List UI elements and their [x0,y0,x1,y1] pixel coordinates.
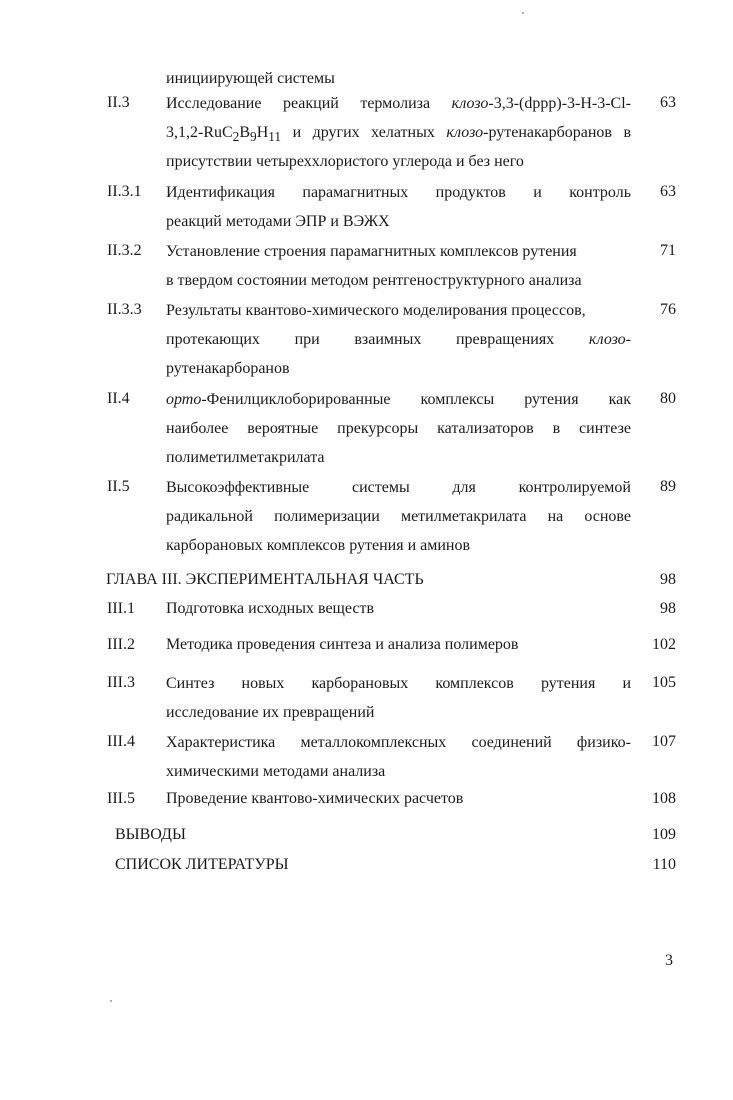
page-number: 102 [652,636,676,653]
page-number: 98 [660,600,676,617]
toc-text: реакций методами ЭПР и ВЭЖХ [166,213,390,230]
scan-speck [522,12,524,14]
toc-text: радикальной полимеризации метилметакрилата на основе [166,508,631,525]
page-number: 76 [660,301,676,318]
toc-text: Методика проведения синтеза и анализа полимеров [166,636,519,653]
toc-text: присутствии четыреххлористого углерода и без него [166,153,524,170]
toc-text: химическими методами анализа [166,763,386,780]
toc-text: орто-Фенилциклоборированные комплексы рутения как [166,391,631,408]
toc-text: Характеристика металлокомплексных соединений физико- [166,734,631,751]
page-number: 98 [660,571,676,588]
page-number: 110 [652,856,676,873]
toc-text: исследование их превращений [166,704,375,721]
toc-text: Проведение квантово-химических расчетов [166,790,464,807]
page-number: 107 [652,733,676,750]
toc-text: СПИСОК ЛИТЕРАТУРЫ [115,856,289,873]
toc-text: ВЫВОДЫ [115,826,186,843]
section-number: II.3.3 [107,301,142,318]
toc-text: инициирующей системы [166,70,335,87]
page-number: 63 [660,183,676,200]
section-number: II.5 [107,478,130,495]
scan-speck [110,1000,112,1002]
section-number: III.4 [107,733,135,750]
toc-text: Подготовка исходных веществ [166,600,375,617]
toc-text: Высокоэффективные системы для контролируемой [166,479,631,496]
footer-page-number: 3 [665,952,673,969]
page-number: 63 [660,94,676,111]
toc-text: полиметилметакрилата [166,449,325,466]
toc-text: рутенакарборанов [166,360,290,377]
page-number: 80 [660,390,676,407]
page-number: 109 [652,826,676,843]
toc-text: карборановых комплексов рутения и аминов [166,537,471,554]
toc-text: Установление строения парамагнитных комплексов рутения [166,243,577,260]
toc-text: Синтез новых карборановых комплексов рутения и [166,675,631,692]
section-number: III.5 [107,790,135,807]
section-number: II.4 [107,390,130,407]
section-number: II.3.2 [107,242,142,259]
page-number: 108 [652,790,676,807]
page-number: 71 [660,242,676,259]
page-number: 105 [652,674,676,691]
toc-text: Исследование реакций термолиза клозо-3,3-(dppp)-3-H-3-Cl- [166,95,631,112]
section-number: III.2 [107,636,135,653]
page-number: 89 [660,478,676,495]
chapter-title: ГЛАВА III. ЭКСПЕРИМЕНТАЛЬНАЯ ЧАСТЬ [106,571,424,588]
toc-text: Результаты квантово-химического моделирования процессов, [166,302,586,319]
toc-text: Идентификация парамагнитных продуктов и контроль [166,184,631,201]
toc-text: $3,1,2-RuC_2B_9H_{11}$ и других хелатных клозо-рутенакарборанов в [166,124,631,145]
section-number: III.3 [107,674,135,691]
section-number: III.1 [107,600,135,617]
section-number: II.3.1 [107,183,142,200]
toc-text: в твердом состоянии методом рентгеноструктурного анализа [166,272,582,289]
toc-text: протекающих при взаимных превращениях клозо- [166,331,631,348]
toc-text: наиболее вероятные прекурсоры катализаторов в синтезе [166,420,631,437]
section-number: II.3 [107,94,130,111]
